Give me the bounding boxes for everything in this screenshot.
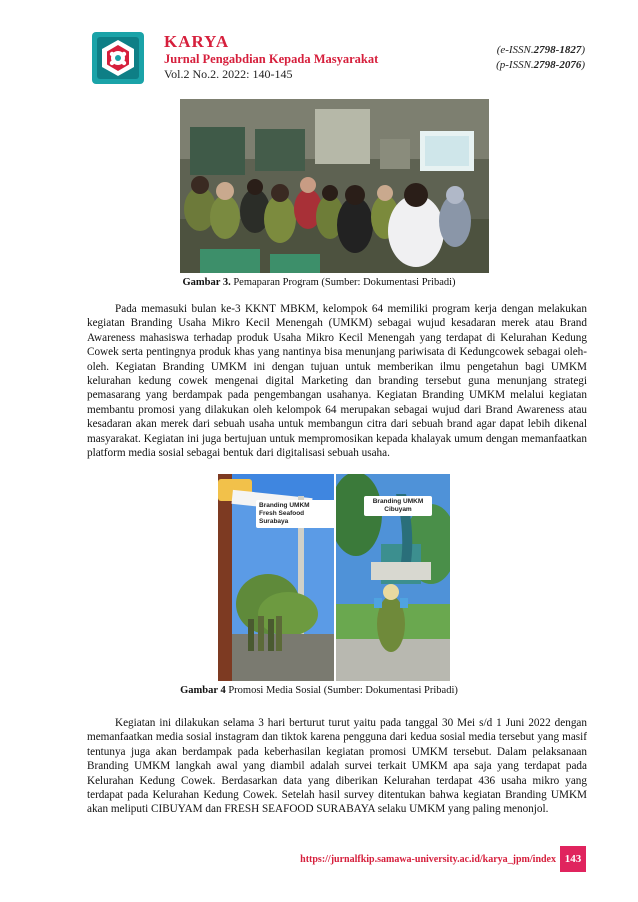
journal-subtitle: Jurnal Pengabdian Kepada Masyarakat (164, 52, 379, 66)
footer-journal-link[interactable]: https://jurnalfkip.samawa-university.ac.id/karya_jpm/index (300, 854, 556, 865)
journal-logo (92, 32, 144, 84)
figure-4-sign-left: Branding UMKM Fresh Seafood Surabaya (256, 500, 334, 528)
body-paragraph-1: Pada memasuki bulan ke-3 KKNT MBKM, kelompok 64 memiliki program kerja dengan melakukan kegiatan Branding Usaha Mikro Kecil Menengah (UMKM) sebagai wujud kesadaran merek atau Brand Awareness mahasiswa terhadap produk Usaha Mikro Kecil Menengah yang terdapat di Kelurahan Kedung Cowek serta pentingnya produk khas yang nantinya bisa menunjang pariwisata di Kedungcowek sebagai oleh-oleh. Kegiatan Branding UMKM ini dengan tujuan untuk memberikan ilmu pengetahun bagi UMKM kelurahan kedung cowek mengenai digital Marketing dan branding tersebut guna menunjang strategi pemasarang yang berdampak pada pengembangan usahanya. Kegiatan Branding UMKM melalui kegiatan membantu promosi yang dilakukan oleh kelompok 64 merupakan sebagai wujud dari Brand Awareness atau kesadaran akan merek dari sebuah usaha untuk membangun citra dari sebuah brand agar dapat lebih dikenal masyarakat. Kegiatan ini juga bertujuan untuk mempromosikan kepada khalayak umum dengan memanfaatkan platform media sosial sebagai bentuk dari digitalisasi sebuah usaha. (87, 303, 587, 460)
journal-volume: Vol.2 No.2. 2022: 140-145 (164, 67, 293, 81)
figure-3-photo (180, 99, 489, 273)
figure-3-caption: Gambar 3. Pemaparan Program (Sumber: Dokumentasi Pribadi) (182, 277, 456, 288)
p-issn: (p-ISSN.2798-2076) (496, 59, 585, 71)
body-paragraph-2: Kegiatan ini dilakukan selama 3 hari berturut turut yaitu pada tanggal 30 Mei s/d 1 Juni 2022 dengan memanfaatkan media sosial instagram dan tiktok karena pengguna dari kedua sosial media tersebut yang masif tentunya juga akan berdampak pada keberhasilan kegiatan promosi UMKM tersebut. Dalam pelaksanaan Branding UMKM langkah awal yang diambil adalah survei terkait UMKM apa saja yang terdapat pada Kelurahan Kedung Cowek. Berdasarkan data yang diberikan Kelurahan terdapat 436 usaha mikro yang terdapat pada Kelurahan Kedung Cowek. Setelah hasil survey ditentukan bahwa kegiatan Branding UMKM akan meliputi CIBUYAM dan FRESH SEAFOOD SURABAYA selaku UMKM yang paling menonjol. (87, 717, 587, 816)
journal-title: KARYA (164, 32, 230, 51)
figure-4-photo-left (218, 474, 334, 681)
e-issn: (e-ISSN.2798-1827) (496, 44, 585, 56)
page-number-badge: 143 (560, 846, 586, 872)
figure-4-sign-right: Branding UMKM Cibuyam (364, 496, 432, 516)
figure-4-photo-right (336, 474, 450, 681)
figure-4-caption: Gambar 4 Promosi Media Sosial (Sumber: Dokumentasi Pribadi) (180, 685, 458, 696)
